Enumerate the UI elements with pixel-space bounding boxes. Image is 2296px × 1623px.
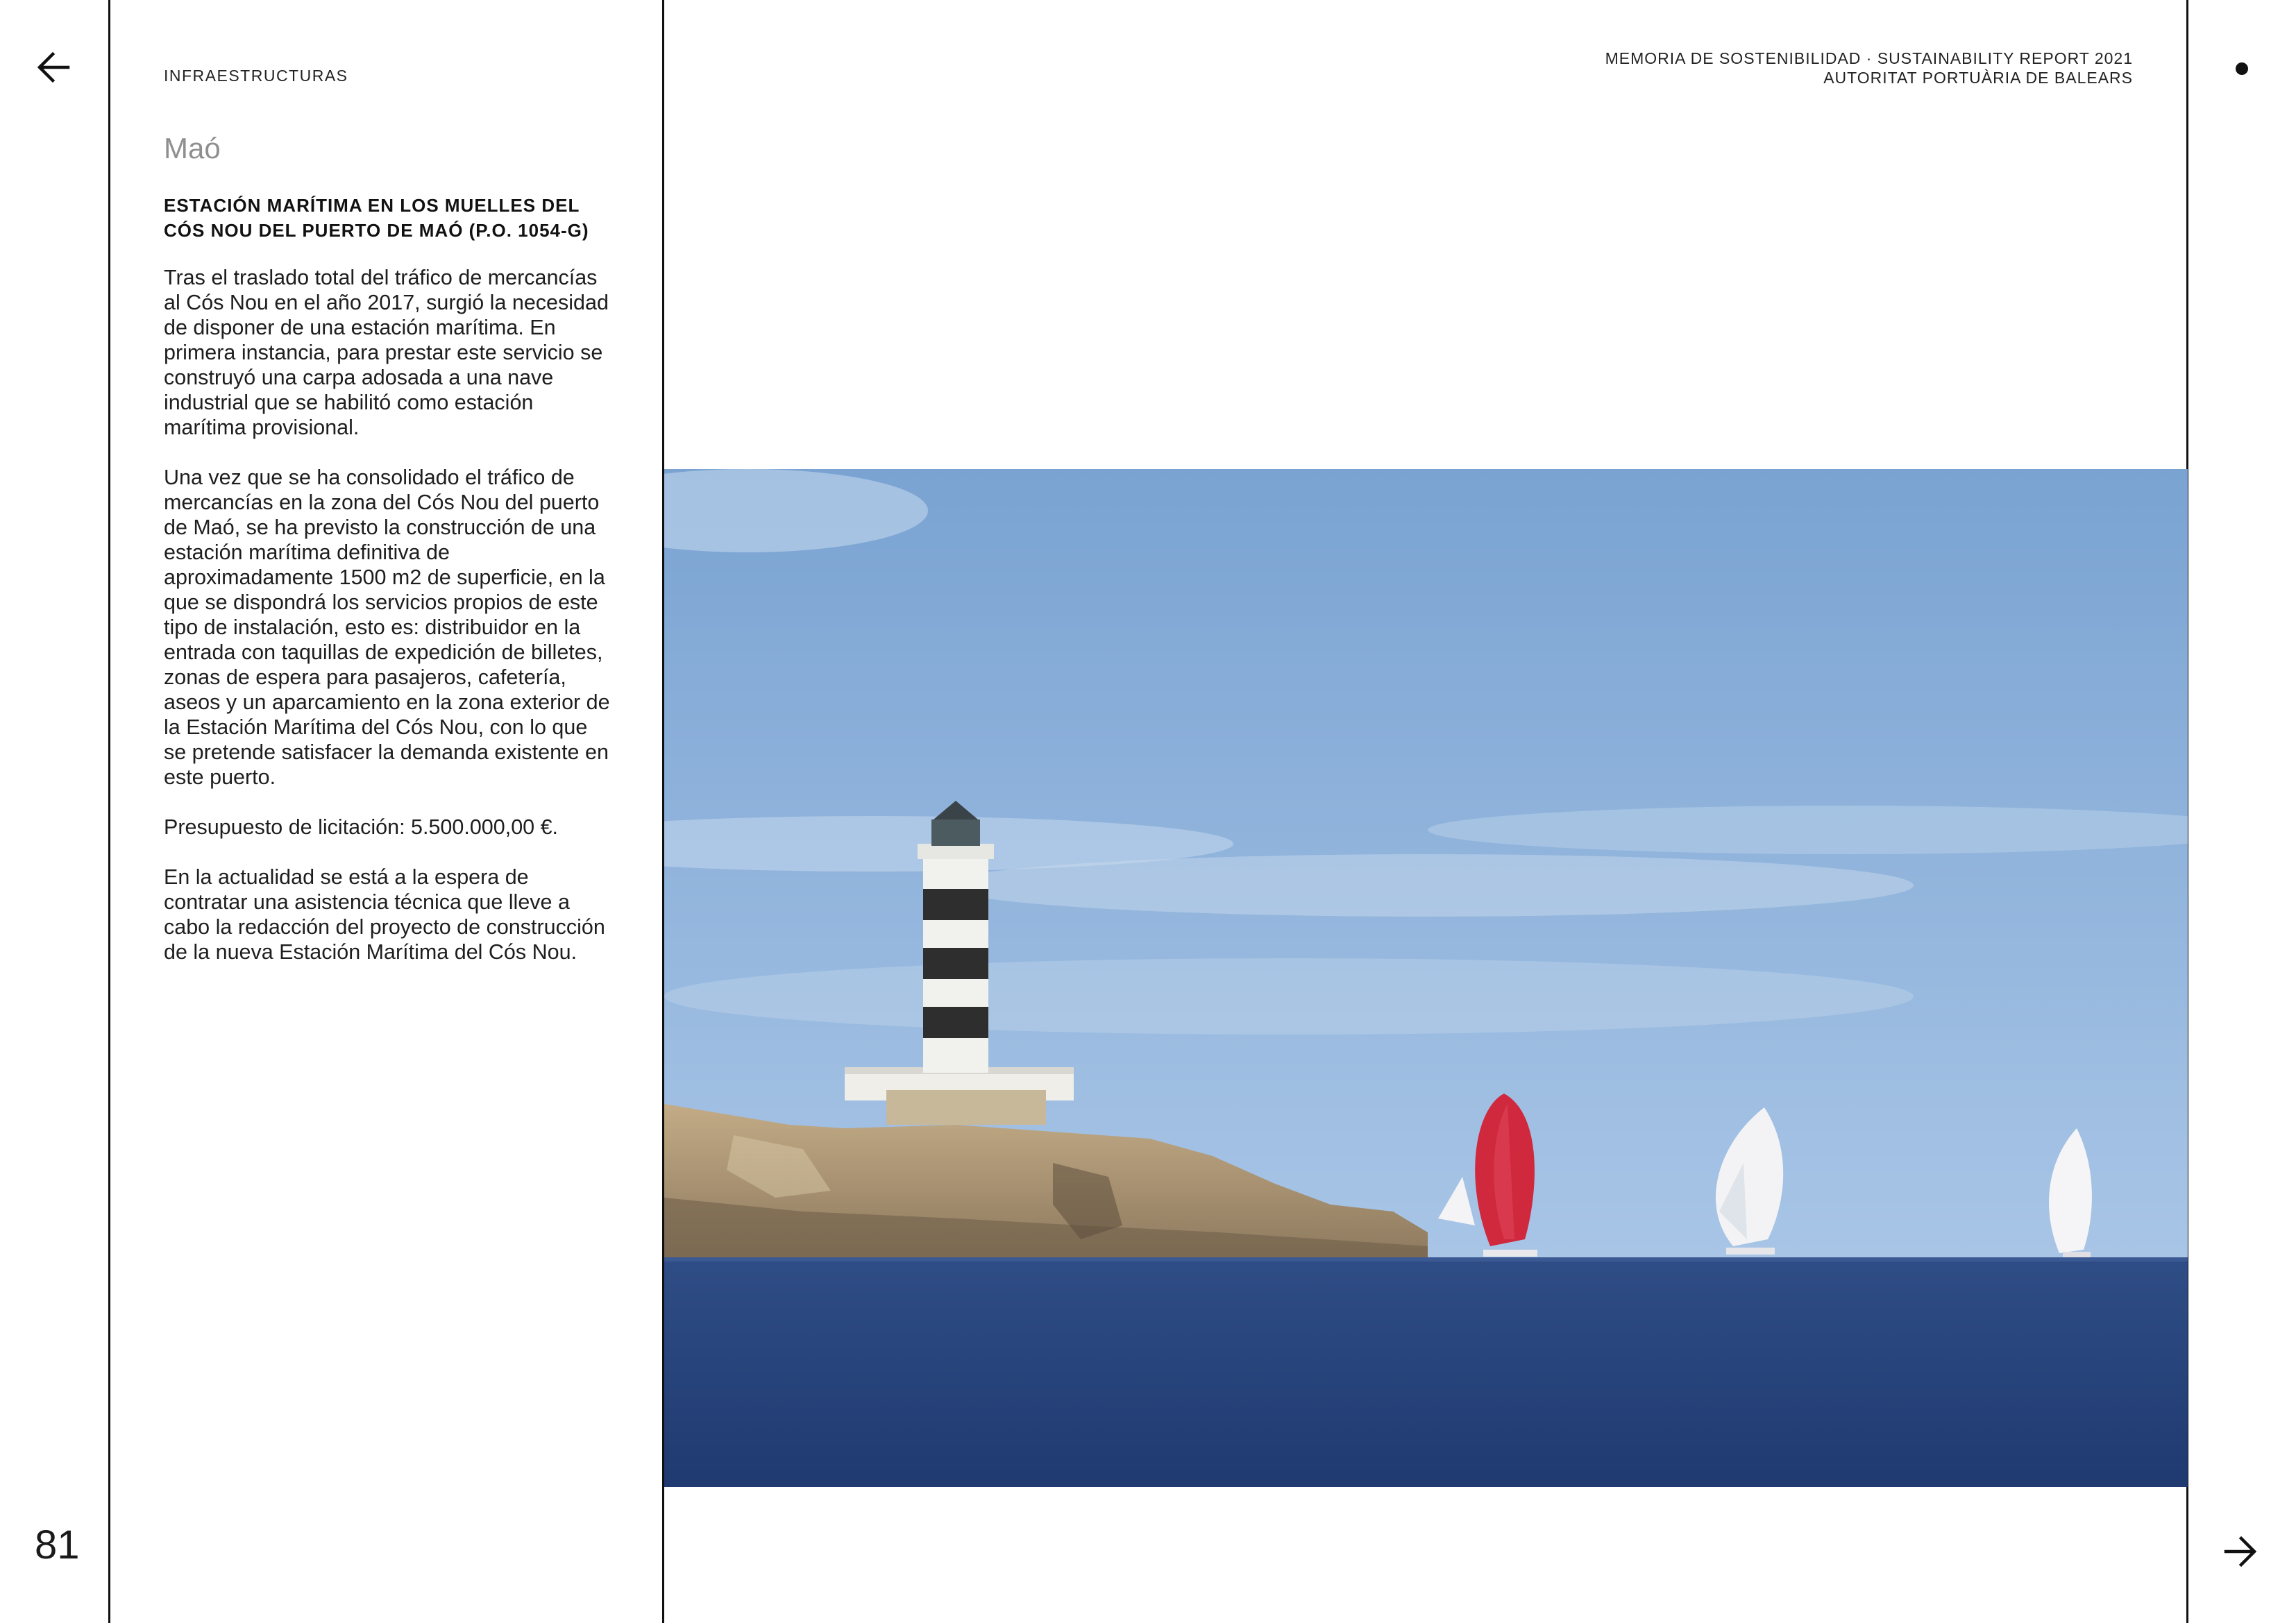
left-margin-rule (108, 0, 110, 1623)
lighthouse-sailboats-photo (664, 469, 2188, 1487)
arrow-left-icon[interactable] (36, 50, 71, 85)
section-label: INFRAESTRUCTURAS (164, 67, 348, 85)
page-number: 81 (35, 1522, 80, 1567)
project-title: ESTACIÓN MARÍTIMA EN LOS MUELLES DEL CÓS NOU DEL PUERTO DE MAÓ (P.O. 1054-G) (164, 195, 589, 241)
budget-paragraph: Presupuesto de licitación: 5.500.000,00 €. (164, 815, 559, 839)
page-dot-icon[interactable] (2236, 62, 2248, 75)
body-paragraph: Una vez que se ha consolidado el tráfico de mercancías en la zona del Cós Nou del puerto de Maó, se ha previsto la construcción de una estación marítima definitiva de aproximadamente 1500 m2 de superficie, en la que se dispondrá los servicios propios de este tipo de instalación, esto es: distribuidor en la entrada con taquillas de expedición de billetes, zonas de espera para pasajeros, cafetería, aseos y un aparcamiento en la zona exterior de la Estación Marítima del Cós Nou, con lo que se pretende satisfacer la demanda existente en este puerto. (164, 466, 610, 789)
report-title: MEMORIA DE SOSTENIBILIDAD · SUSTAINABILITY REPORT 2021 (1605, 49, 2133, 67)
arrow-right-icon[interactable] (2223, 1534, 2258, 1569)
body-text (164, 265, 615, 989)
report-organization: AUTORITAT PORTUÀRIA DE BALEARS (1823, 69, 2133, 87)
report-header (1605, 49, 2133, 87)
body-paragraph: En la actualidad se está a la espera de contratar una asistencia técnica que lleve a cabo la redacción del proyecto de construcción de la nueva Estación Marítima del Cós Nou. (164, 865, 605, 964)
place-title: Maó (164, 132, 221, 164)
body-paragraph: Tras el traslado total del tráfico de mercancías al Cós Nou en el año 2017, surgió la necesidad de disponer de una estación marítima. En primera instancia, para prestar este servicio se construyó una carpa adosada a una nave industrial que se habilitó como estación marítima provisional. (164, 266, 609, 439)
sea (664, 1257, 2188, 1487)
